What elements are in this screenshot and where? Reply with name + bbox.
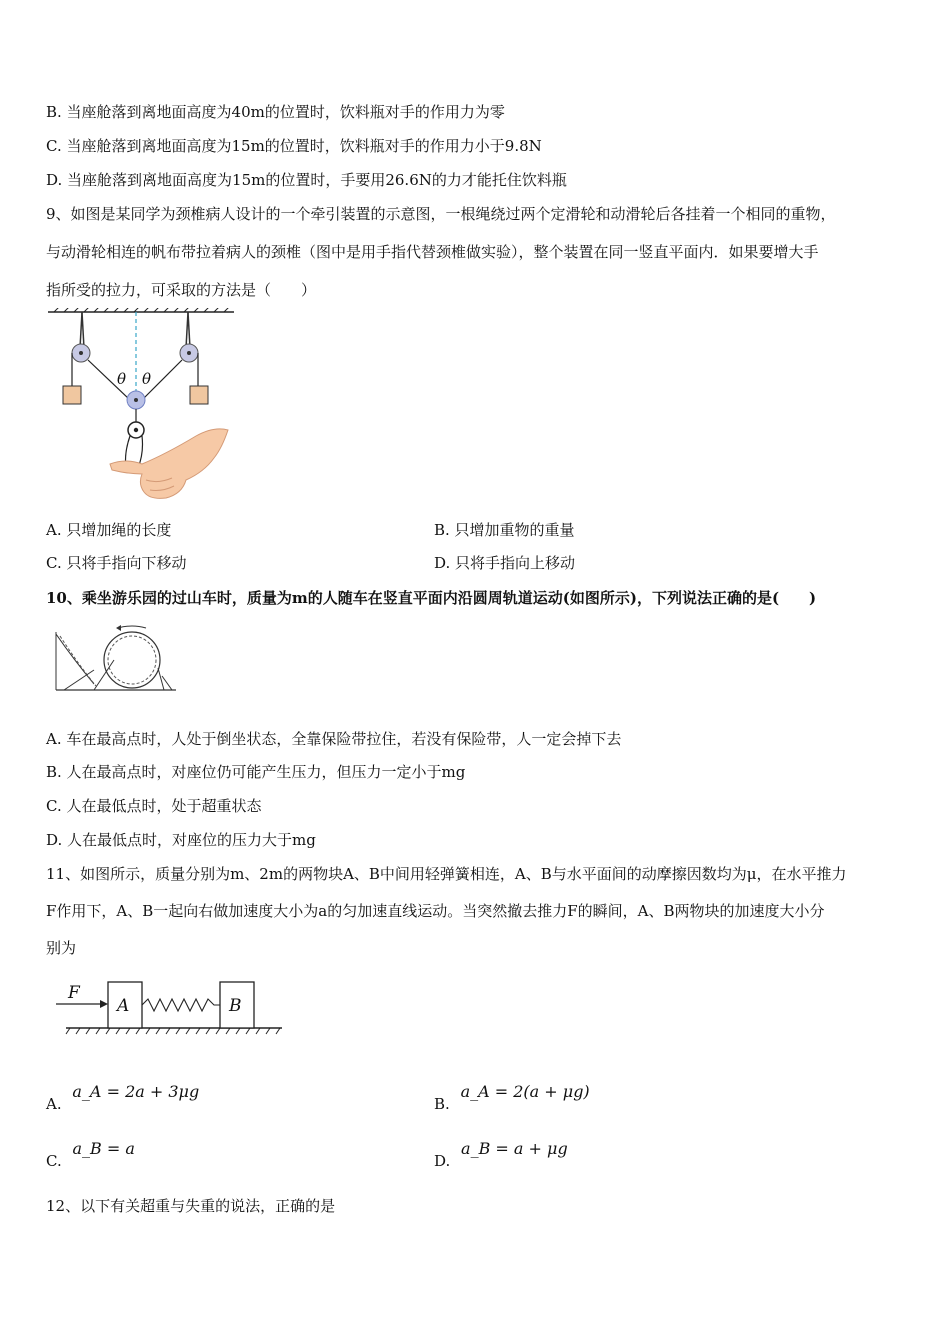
q11-stem-line2: F作用下，A、B一起向右做加速度大小为a的匀加速直线运动。当突然撤去推力F的瞬间，A、B两物块的加速度大小分 — [46, 902, 825, 920]
force-label: F — [68, 983, 80, 1003]
q9-stem-line1: 9、如图是某同学为颈椎病人设计的一个牵引装置的示意图，一根绳绕过两个定滑轮和动滑轮后各挂着一个相同的重物， — [46, 205, 836, 223]
roller-coaster-figure — [54, 620, 178, 694]
q11-option-d-expr: a_B = a + μg — [461, 1139, 568, 1158]
q10-option-c: C. 人在最低点时，处于超重状态 — [46, 797, 262, 815]
q11-stem-line1: 11、如图所示，质量分别为m、2m的两物块A、B中间用轻弹簧相连，A、B与水平面间的动摩擦因数均为μ，在水平推力 — [46, 865, 847, 883]
q11-option-d — [434, 1139, 568, 1170]
traction-device-figure — [46, 308, 246, 508]
q11-option-a-expr: a_A = 2a + 3μg — [72, 1082, 200, 1101]
right-weight — [190, 386, 208, 404]
spring-blocks-figure — [54, 974, 286, 1036]
q10-stem: 10、乘坐游乐园的过山车时，质量为m的人随车在竖直平面内沿圆周轨道运动(如图所示)，下列说法正确的是( ) — [46, 589, 817, 607]
q8-option-c: C. 当座舱落到离地面高度为15m的位置时，饮料瓶对手的作用力小于9.8N — [46, 137, 542, 155]
q11-option-d-label: D. — [434, 1152, 451, 1170]
q9-option-b: B. 只增加重物的重量 — [434, 521, 575, 539]
spring — [142, 999, 220, 1011]
q11-stem-line3: 别为 — [46, 939, 77, 957]
q12-stem: 12、以下有关超重与失重的说法，正确的是 — [46, 1197, 336, 1215]
q10-option-a: A. 车在最高点时，人处于倒坐状态，全靠保险带拉住，若没有保险带，人一定会掉下去 — [46, 730, 622, 748]
q11-option-b-expr: a_A = 2(a + μg) — [460, 1082, 590, 1101]
q11-option-c-expr: a_B = a — [72, 1139, 135, 1158]
loop-track — [104, 632, 160, 688]
q11-option-c-formula — [73, 1139, 135, 1158]
q11-option-a-formula — [72, 1082, 199, 1101]
q9-stem-line2: 与动滑轮相连的帆布带拉着病人的颈椎（图中是用手指代替颈椎做实验），整个装置在同一竖直平面内．如果要增大手 — [46, 243, 819, 261]
q11-option-a-label: A. — [46, 1095, 62, 1113]
q11-option-a — [46, 1082, 200, 1113]
q8-option-d: D. 当座舱落到离地面高度为15m的位置时，手要用26.6N的力才能托住饮料瓶 — [46, 171, 567, 189]
q9-option-c: C. 只将手指向下移动 — [46, 554, 187, 572]
q11-option-b — [434, 1082, 590, 1113]
left-weight — [63, 386, 81, 404]
block-b-label: B — [229, 996, 242, 1016]
theta-left-label: θ — [117, 370, 127, 388]
q8-option-b: B. 当座舱落到离地面高度为40m的位置时，饮料瓶对手的作用力为零 — [46, 103, 505, 121]
block-a-label: A — [117, 996, 130, 1016]
q9-option-d: D. 只将手指向上移动 — [434, 554, 576, 572]
q10-option-d: D. 人在最低点时，对座位的压力大于mg — [46, 831, 316, 849]
q11-option-b-label: B. — [434, 1095, 450, 1113]
q10-option-b: B. 人在最高点时，对座位仍可能产生压力，但压力一定小于mg — [46, 763, 466, 781]
q11-option-d-formula — [461, 1139, 568, 1158]
q9-option-a: A. 只增加绳的长度 — [46, 521, 172, 539]
q11-option-c — [46, 1139, 135, 1170]
q11-option-b-formula — [461, 1082, 590, 1101]
q9-stem-line3: 指所受的拉力，可采取的方法是（ ） — [46, 281, 317, 299]
theta-right-label: θ — [142, 370, 152, 388]
q11-option-c-label: C. — [46, 1152, 62, 1170]
